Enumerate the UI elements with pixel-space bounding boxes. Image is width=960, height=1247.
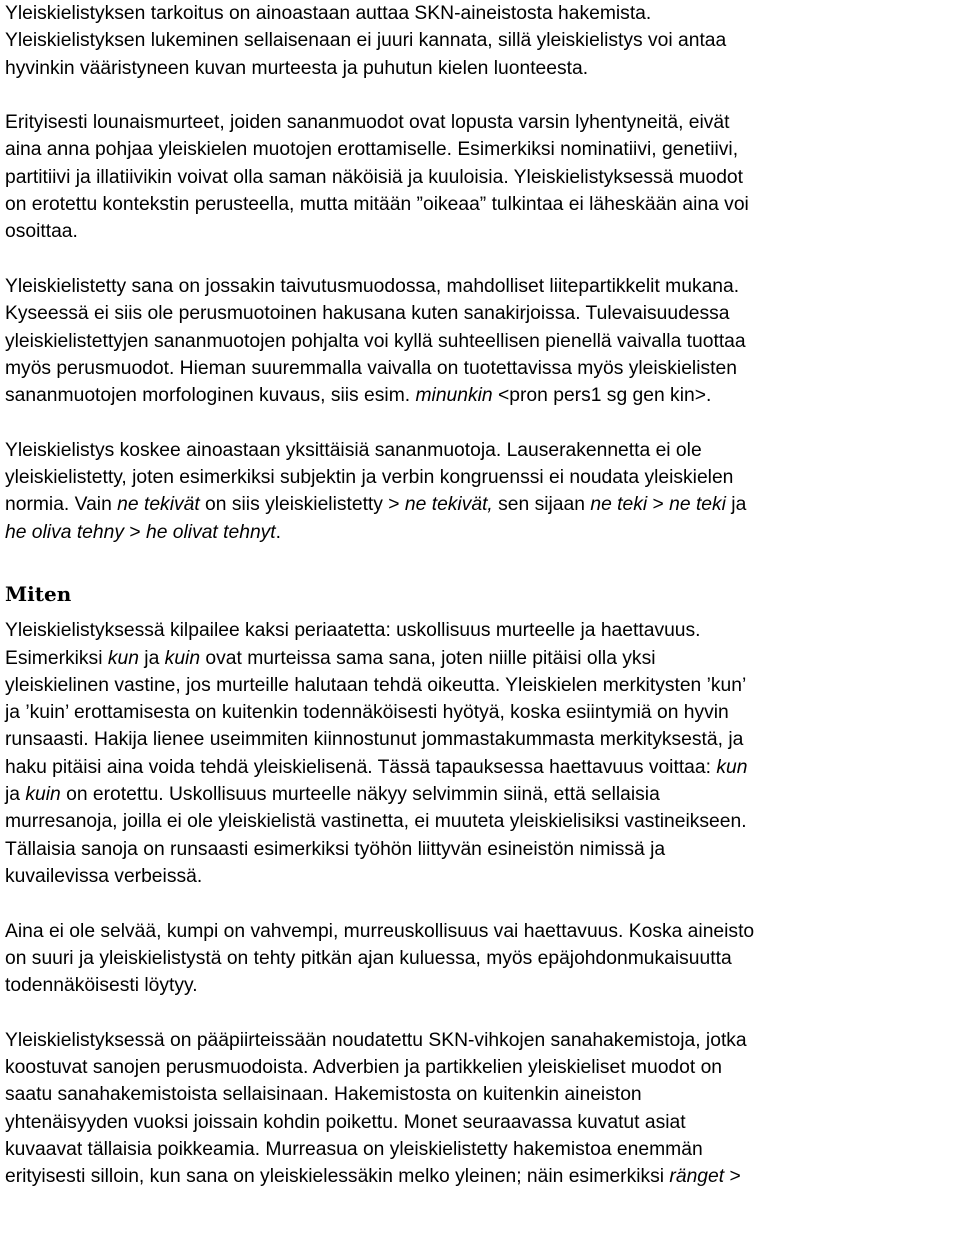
paragraph-lounaismurteet xyxy=(5,109,955,245)
text-run: on erotettu. Uskollisuus murteelle näkyy selvimmin siinä, että sellaisia xyxy=(60,784,660,806)
text-line: myös perusmuodot. Hieman suuremmalla vaivalla on tuotettavissa myös yleiskielisten xyxy=(5,357,737,379)
text-line: Yleiskielistyksessä kilpailee kaksi periaatetta: uskollisuus murteelle ja haettavuus. xyxy=(5,620,701,642)
section-heading: Miten xyxy=(5,582,72,607)
example-word: he olivat tehnyt xyxy=(145,521,276,543)
example-word: ne tekivät xyxy=(117,494,200,516)
text-run: sananmuotojen morfologinen kuvaus, siis esim. xyxy=(5,385,416,407)
text-line: partitiivi ja illatiivikin voivat olla saman näköisiä ja kuuloisia. Yleiskielistyksessä muodot xyxy=(5,166,744,188)
text-line xyxy=(5,519,955,546)
text-run: normia. Vain xyxy=(5,494,118,516)
paragraph-gap xyxy=(5,999,955,1026)
text-run: ja xyxy=(725,494,747,516)
paragraph-gap xyxy=(5,246,955,273)
example-word: ne tekivät, xyxy=(404,494,493,516)
example-word: ne teki xyxy=(590,494,648,516)
paragraph-aina-ei xyxy=(5,918,955,1000)
text-run: <pron pers1 sg gen kin>. xyxy=(492,385,712,407)
example-word: kuin xyxy=(164,647,201,669)
example-word: he oliva tehny xyxy=(5,521,124,543)
example-word: kun xyxy=(107,647,139,669)
text-line: murresanoja, joilla ei ole yleiskielistä vastinetta, ei muuteta yleiskielisiksi vastineikseen. xyxy=(5,811,747,833)
example-word: minunkin xyxy=(415,385,493,407)
text-line: yleiskielistetty, joten esimerkiksi subjektin ja verbin kongruenssi ei noudata yleiskielen xyxy=(5,467,734,489)
text-line: aina anna pohjaa yleiskielen muotojen erottamiselle. Esimerkiksi nominatiivi, genetiivi, xyxy=(5,139,739,161)
text-run: ja xyxy=(138,647,165,669)
paragraph-periaatteet xyxy=(5,617,955,890)
example-word: ränget xyxy=(669,1166,725,1188)
paragraph-gap xyxy=(5,546,955,573)
paragraph-gap xyxy=(5,82,955,109)
text-run: Esimerkiksi xyxy=(5,647,108,669)
text-line xyxy=(5,754,955,781)
text-line: hyvinkin vääristyneen kuvan murteesta ja puhutun kielen luonteesta. xyxy=(5,57,589,79)
text-line: Kyseessä ei siis ole perusmuotoinen hakusana kuten sanakirjoissa. Tulevaisuudessa xyxy=(5,303,730,325)
text-line xyxy=(5,382,955,409)
text-line: runsaasti. Hakija lienee useimmiten kiinnostunut jommastakummasta merkityksestä, ja xyxy=(5,729,744,751)
text-line: osoittaa. xyxy=(5,221,78,243)
text-line: kuvaavat tällaisia poikkeamia. Murreasua on yleiskielistetty hakemistoa enemmän xyxy=(5,1138,703,1160)
paragraph-intro xyxy=(5,0,955,82)
text-line: Aina ei ole selvää, kumpi on vahvempi, murreuskollisuus vai haettavuus. Koska aineisto xyxy=(5,920,755,942)
text-line: Yleiskielistetty sana on jossakin taivutusmuodossa, mahdolliset liitepartikkelit mukana. xyxy=(5,275,740,297)
text-line xyxy=(5,781,955,808)
example-word: ne teki xyxy=(669,494,726,516)
paragraph-gap xyxy=(5,890,955,917)
paragraph-sanahakemistot xyxy=(5,1027,955,1191)
text-run: . xyxy=(275,521,282,543)
text-line: on suuri ja yleiskielistystä on tehty pitkän ajan kuluessa, myös epäjohdonmukaisuutta xyxy=(5,947,732,969)
text-line: Yleiskielistyksessä on pääpiirteissään noudatettu SKN-vihkojen sanahakemistoja, jotka xyxy=(5,1029,747,1051)
text-line: Tällaisia sanoja on runsaasti esimerkiksi työhön liittyvän esineistön nimissä ja xyxy=(5,838,666,860)
text-line: kuvailevissa verbeissä. xyxy=(5,865,203,887)
text-line: Yleiskielistys koskee ainoastaan yksittäisiä sananmuotoja. Lauserakennetta ei ole xyxy=(5,439,702,461)
example-word: kun xyxy=(716,756,748,778)
example-word: kuin xyxy=(25,784,61,806)
text-line: Yleiskielistyksen tarkoitus on ainoastaan auttaa SKN-aineistosta hakemista. xyxy=(5,3,652,24)
text-line: koostuvat sanojen perusmuodoista. Adverbien ja partikkelien yleiskieliset muodot on xyxy=(5,1056,723,1078)
text-line: saatu sanahakemistoista sellaisinaan. Hakemistosta on kuitenkin aineiston xyxy=(5,1084,642,1106)
text-line: Erityisesti lounaismurteet, joiden sananmuodot ovat lopusta varsin lyhentyneitä, eivät xyxy=(5,112,730,134)
text-run: sen sijaan xyxy=(492,494,591,516)
text-line xyxy=(5,491,955,518)
text-run: ja xyxy=(5,784,26,806)
text-run: > xyxy=(724,1166,741,1188)
text-run: erityisesti silloin, kun sana on yleiskielessäkin melko yleinen; näin esimerkiksi xyxy=(5,1166,670,1188)
text-run: haku pitäisi aina voida tehdä yleiskielisenä. Tässä tapauksessa haettavuus voittaa: xyxy=(5,756,717,778)
text-line: yleiskielistettyjen sananmuotojen pohjalta voi kyllä suhteellisen pienellä vaivalla tuottaa xyxy=(5,330,746,352)
text-run: ovat murteissa sama sana, joten niille pitäisi olla yksi xyxy=(200,647,656,669)
text-line: yleiskielinen vastine, jos murteille halutaan tehdä oikeutta. Yleiskielen merkitysten ’kun’ xyxy=(5,674,747,696)
text-line: Yleiskielistyksen lukeminen sellaisenaan ei juuri kannata, sillä yleiskielistys voi antaa xyxy=(5,30,727,52)
text-line: yhtenäisyyden vuoksi joissain kohdin poikettu. Monet seuraavassa kuvatut asiat xyxy=(5,1111,686,1133)
text-line: todennäköisesti löytyy. xyxy=(5,975,198,997)
text-run: > xyxy=(647,494,670,516)
text-line: ja ’kuin’ erottamisesta on kuitenkin todennäköisesti hyötyä, koska esiintymiä on hyvin xyxy=(5,702,729,724)
text-run: on siis yleiskielistetty > xyxy=(199,494,405,516)
text-run: > xyxy=(123,521,146,543)
document-page xyxy=(5,0,955,1190)
paragraph-gap xyxy=(5,409,955,436)
text-line xyxy=(5,1163,955,1190)
text-line xyxy=(5,645,955,672)
text-line: on erotettu kontekstin perusteella, mutta mitään ”oikeaa” tulkintaa ei läheskään aina voi xyxy=(5,194,749,216)
paragraph-yleiskielistetty-sana xyxy=(5,273,955,409)
paragraph-yleiskielistys-koskee xyxy=(5,437,955,546)
